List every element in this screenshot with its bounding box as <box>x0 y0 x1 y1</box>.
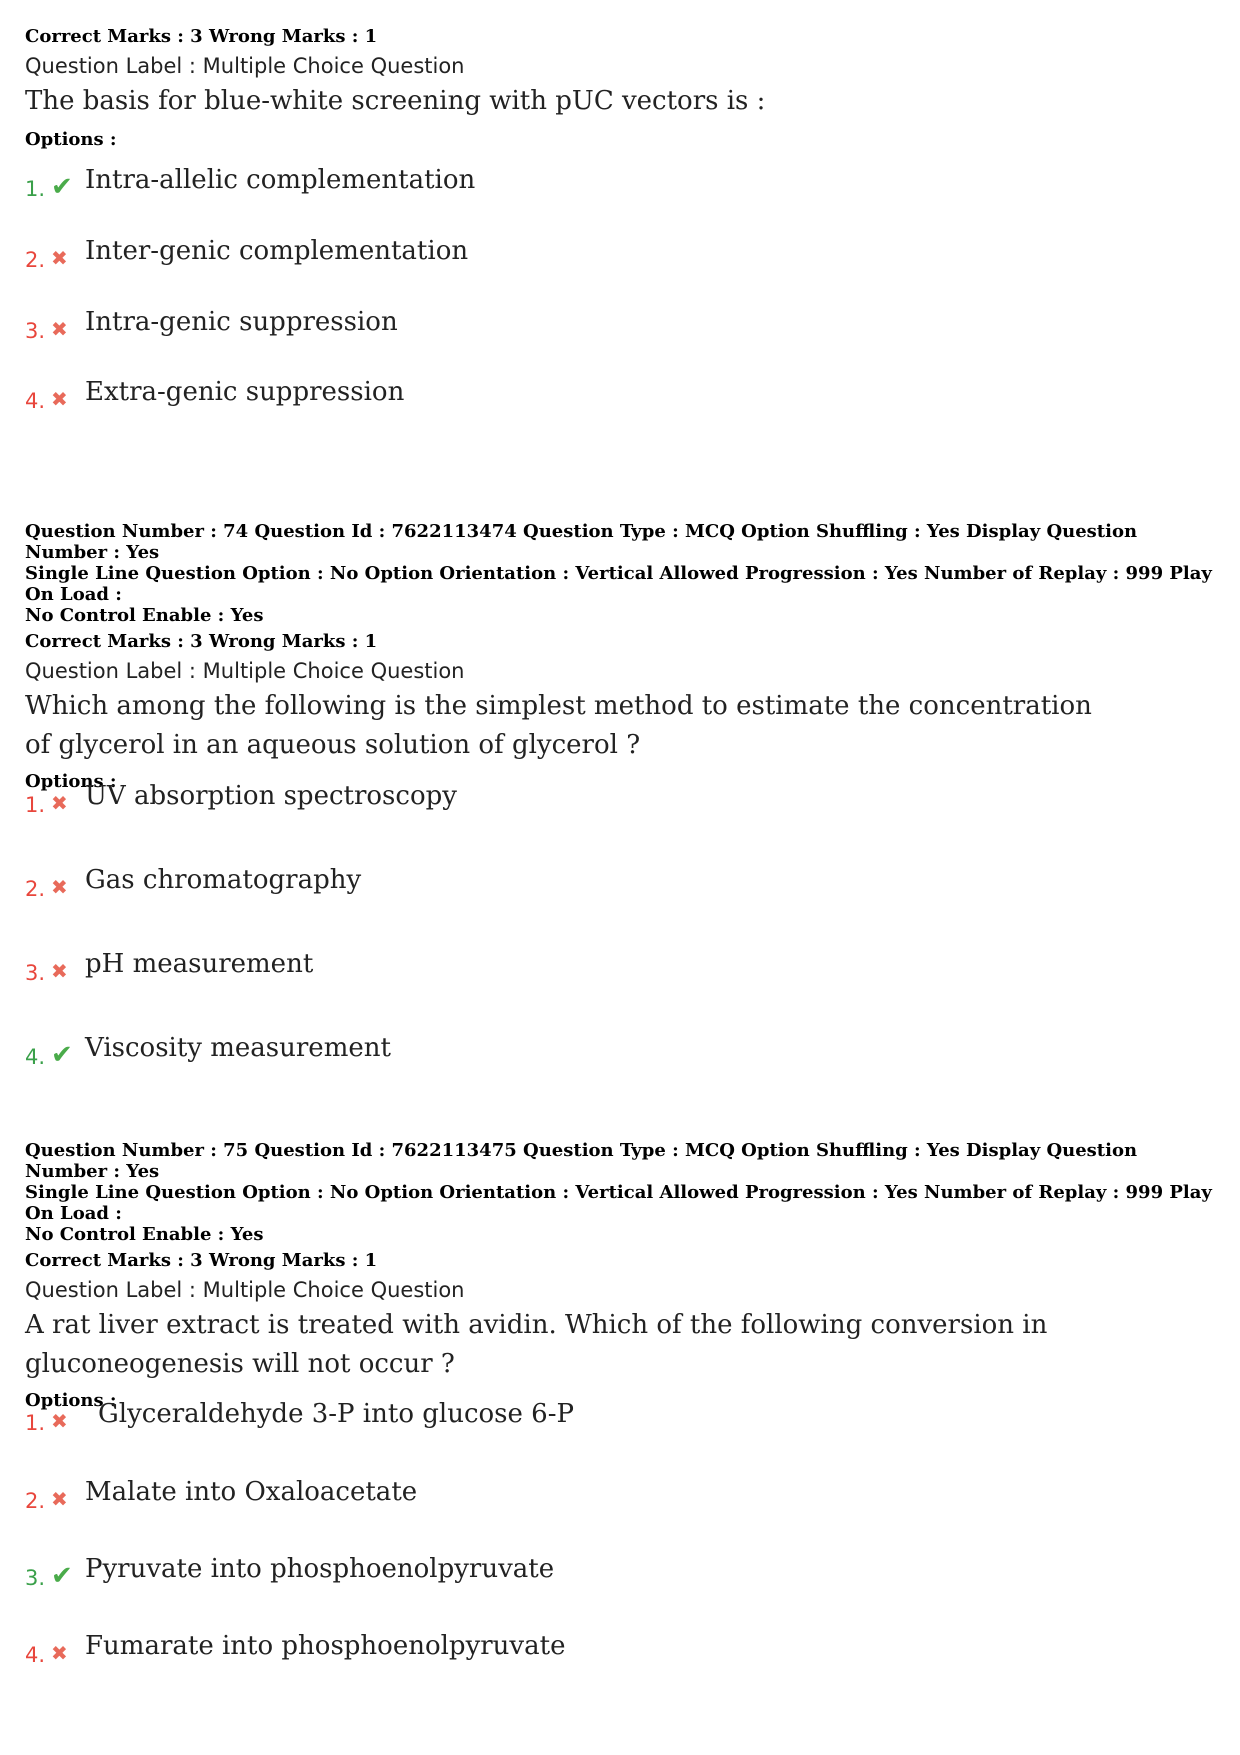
q73-option-4 <box>25 375 925 415</box>
option-number: 2. <box>25 877 46 901</box>
q74-text-line-2: of glycerol in an aqueous solution of glycerol ? <box>25 730 641 760</box>
q73-header <box>25 26 1220 151</box>
q74-text-line-1: Which among the following is the simplest method to estimate the concentration <box>25 691 1092 721</box>
q75-header <box>25 1140 1220 1412</box>
cross-icon: ✖ <box>51 959 68 983</box>
q74-meta-line-3: No Control Enable : Yes <box>25 605 264 626</box>
option-text: Malate into Oxaloacetate <box>85 1477 418 1507</box>
option-number: 1. <box>25 793 46 817</box>
cross-icon: ✖ <box>51 875 68 899</box>
check-icon: ✔ <box>51 1561 73 1591</box>
q73-options-label: Options : <box>25 129 117 150</box>
q73-option-2 <box>25 234 925 274</box>
q73-label: Question Label : Multiple Choice Question <box>25 54 465 78</box>
cross-icon: ✖ <box>51 1409 68 1433</box>
cross-icon: ✖ <box>51 387 68 411</box>
option-number: 2. <box>25 1489 46 1513</box>
option-number: 3. <box>25 319 46 343</box>
option-number: 3. <box>25 1566 46 1590</box>
cross-icon: ✖ <box>51 791 68 815</box>
option-text: Inter-genic complementation <box>85 236 469 266</box>
option-number: 4. <box>25 1045 46 1069</box>
cross-icon: ✖ <box>51 1487 68 1511</box>
q74-option-1 <box>25 779 925 819</box>
option-number: 3. <box>25 961 46 985</box>
q75-option-3 <box>25 1552 925 1592</box>
q75-text-line-1: A rat liver extract is treated with avidin. Which of the following conversion in <box>25 1310 1048 1340</box>
option-text: Glyceraldehyde 3-P into glucose 6-P <box>98 1399 574 1429</box>
option-text: UV absorption spectroscopy <box>85 781 457 811</box>
q75-meta-line-2: Single Line Question Option : No Option Orientation : Vertical Allowed Progression : Yes Number of Replay : 999 Play On Load : <box>25 1182 1212 1224</box>
cross-icon: ✖ <box>51 246 68 270</box>
option-text: Gas chromatography <box>85 865 362 895</box>
check-icon: ✔ <box>51 172 73 202</box>
option-text: Intra-genic suppression <box>85 307 398 337</box>
q74-label: Question Label : Multiple Choice Question <box>25 659 465 683</box>
q75-option-4 <box>25 1629 925 1669</box>
cross-icon: ✖ <box>51 1641 68 1665</box>
q75-option-2 <box>25 1475 925 1515</box>
option-text: Extra-genic suppression <box>85 377 405 407</box>
check-icon: ✔ <box>51 1040 73 1070</box>
q74-option-4 <box>25 1031 925 1071</box>
q75-options-label: Options : <box>25 1390 117 1411</box>
option-number: 1. <box>25 1411 46 1435</box>
q75-marks: Correct Marks : 3 Wrong Marks : 1 <box>25 1250 378 1271</box>
option-number: 4. <box>25 1643 46 1667</box>
q74-option-3 <box>25 947 925 987</box>
q74-option-2 <box>25 863 925 903</box>
q73-text-line-1: The basis for blue-white screening with pUC vectors is : <box>25 86 766 116</box>
option-number: 4. <box>25 389 46 413</box>
option-text: Intra-allelic complementation <box>85 165 476 195</box>
option-text: pH measurement <box>85 949 314 979</box>
q75-meta-line-1: Question Number : 75 Question Id : 7622113475 Question Type : MCQ Option Shuffling : Yes Display Question Number : Yes <box>25 1140 1138 1182</box>
option-number: 2. <box>25 248 46 272</box>
q73-marks: Correct Marks : 3 Wrong Marks : 1 <box>25 26 378 47</box>
option-text: Viscosity measurement <box>85 1033 391 1063</box>
cross-icon: ✖ <box>51 317 68 341</box>
q75-text-line-2: gluconeogenesis will not occur ? <box>25 1349 455 1379</box>
q74-options-label: Options : <box>25 771 117 792</box>
q74-meta-line-1: Question Number : 74 Question Id : 7622113474 Question Type : MCQ Option Shuffling : Yes Display Question Number : Yes <box>25 521 1138 563</box>
option-text: Pyruvate into phosphoenolpyruvate <box>85 1554 555 1584</box>
option-number: 1. <box>25 177 46 201</box>
q75-option-1 <box>25 1397 925 1437</box>
q75-meta-line-3: No Control Enable : Yes <box>25 1224 264 1245</box>
q74-meta-line-2: Single Line Question Option : No Option Orientation : Vertical Allowed Progression : Yes Number of Replay : 999 Play On Load : <box>25 563 1212 605</box>
q75-label: Question Label : Multiple Choice Question <box>25 1278 465 1302</box>
option-text: Fumarate into phosphoenolpyruvate <box>85 1631 566 1661</box>
q74-header <box>25 521 1220 793</box>
q73-option-1 <box>25 163 925 203</box>
q73-option-3 <box>25 305 925 345</box>
q74-marks: Correct Marks : 3 Wrong Marks : 1 <box>25 631 378 652</box>
